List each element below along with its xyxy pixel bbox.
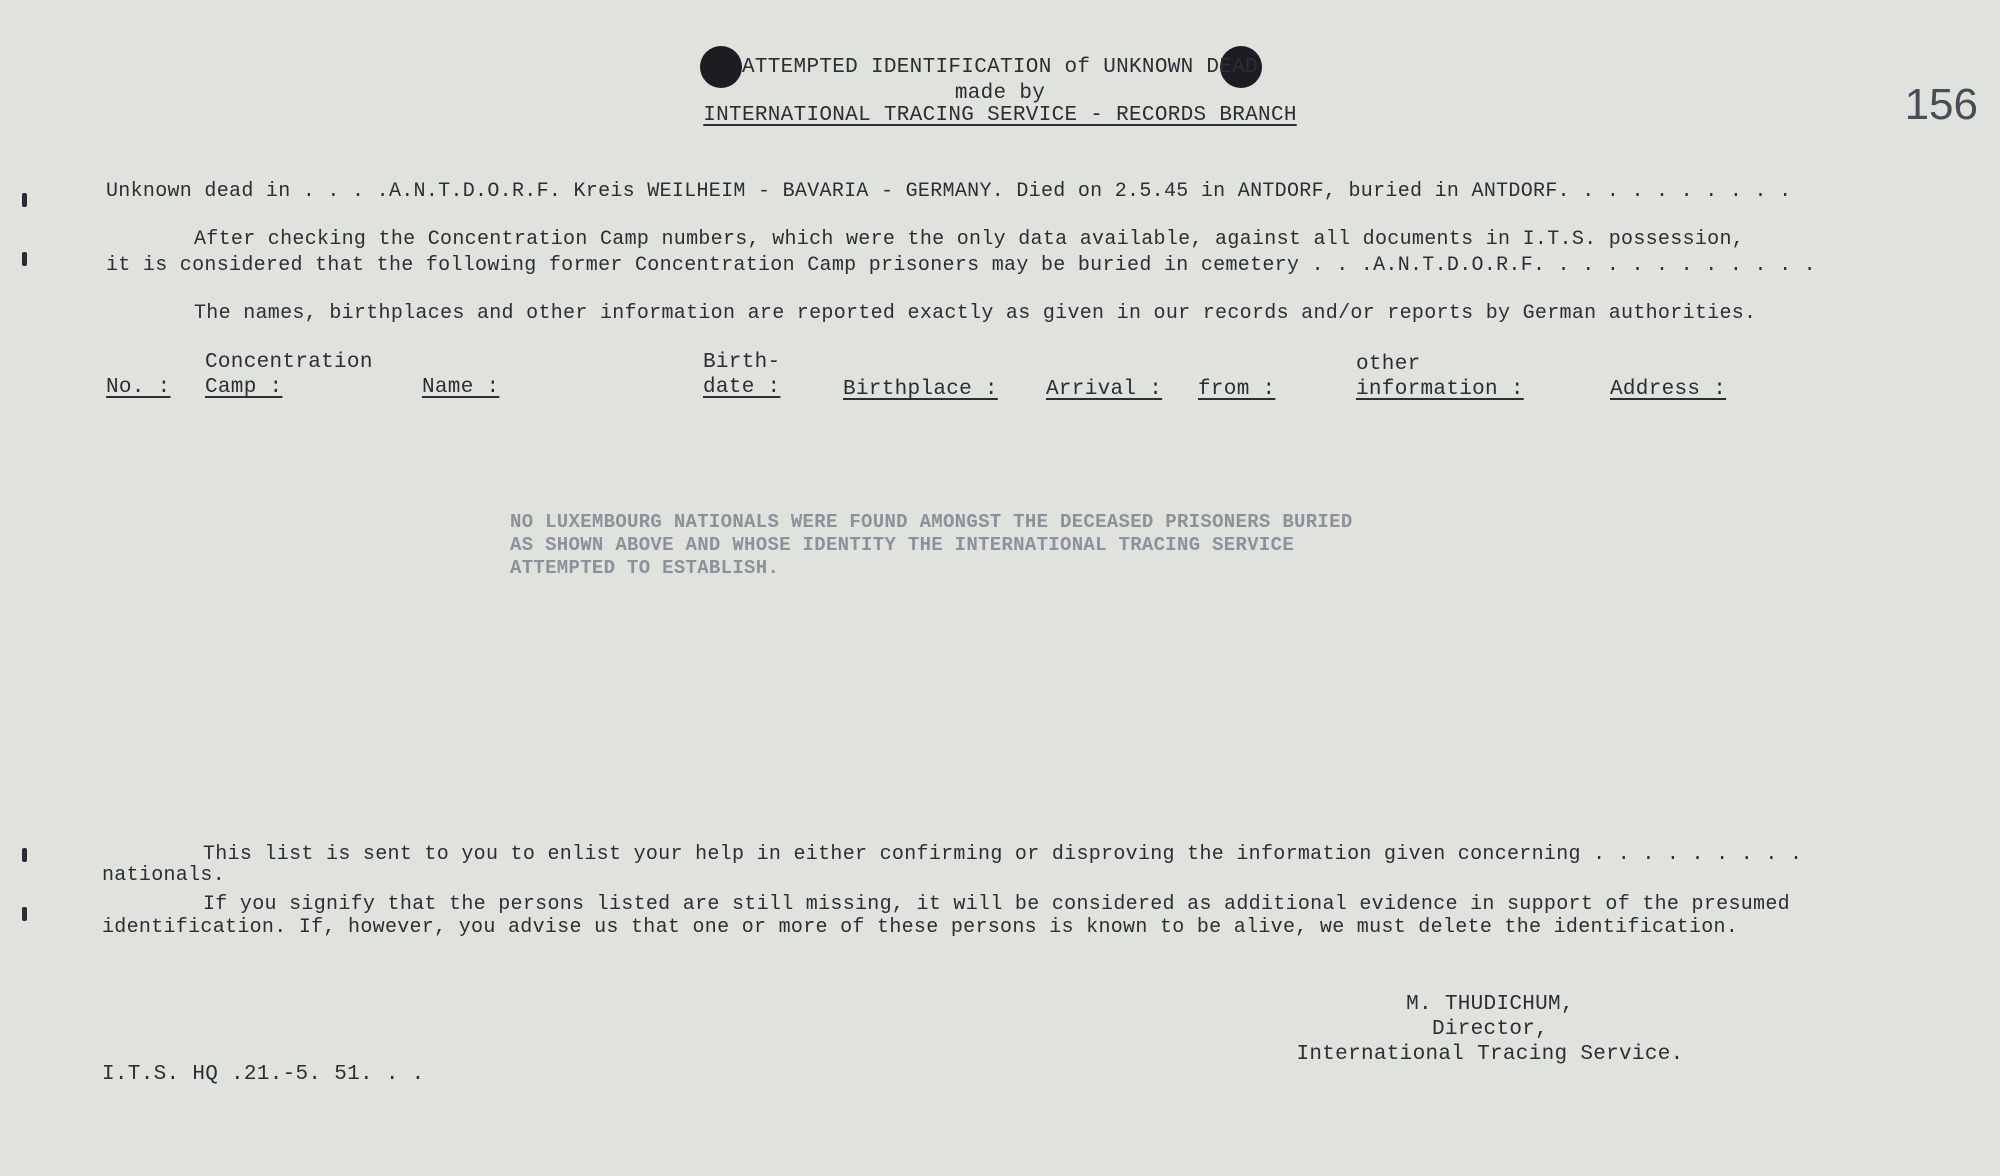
closing-paragraph1-line1: This list is sent to you to enlist your help in either confirming or disproving the information given concerning . . . . . . . . .	[203, 843, 1803, 866]
column-header-camp: Camp :	[205, 376, 283, 399]
column-header-camp-top: Concentration	[205, 351, 373, 374]
margin-mark	[22, 193, 27, 207]
closing-paragraph2-line1: If you signify that the persons listed are still missing, it will be considered as additional evidence in support of the presumed	[203, 893, 1790, 916]
header-organization: INTERNATIONAL TRACING SERVICE - RECORDS BRANCH	[703, 104, 1297, 127]
column-header-other-top: other	[1356, 353, 1421, 376]
column-header-other-information: information :	[1356, 378, 1524, 401]
column-header-birthplace: Birthplace :	[843, 378, 998, 401]
column-header-birth-top: Birth-	[703, 351, 781, 374]
page-number: 156	[1904, 80, 1978, 129]
column-header-name: Name :	[422, 376, 500, 399]
margin-mark	[22, 848, 27, 862]
column-header-arrival: Arrival :	[1046, 378, 1163, 401]
stamp-line2: AS SHOWN ABOVE AND WHOSE IDENTITY THE INTERNATIONAL TRACING SERVICE	[510, 534, 1295, 556]
checking-paragraph-line1: After checking the Concentration Camp numbers, which were the only data available, against all documents in I.T.S. possession,	[194, 228, 1745, 251]
column-header-no: No. :	[106, 376, 171, 399]
header-made-by: made by	[954, 82, 1046, 105]
signature-organization: International Tracing Service.	[1296, 1043, 1684, 1066]
signature-title: Director,	[1431, 1018, 1549, 1041]
column-header-from: from :	[1198, 378, 1276, 401]
stamp-line1: NO LUXEMBOURG NATIONALS WERE FOUND AMONGST THE DECEASED PRISONERS BURIED	[510, 511, 1353, 533]
column-header-birthdate: date :	[703, 376, 781, 399]
checking-paragraph-line2: it is considered that the following former Concentration Camp prisoners may be buried in cemetery . . .A.N.T.D.O.R.F. . . . . . . . . . . .	[106, 254, 1816, 277]
signature-name: M. THUDICHUM,	[1406, 993, 1574, 1016]
column-header-address: Address :	[1610, 378, 1727, 401]
closing-paragraph2-line2: identification. If, however, you advise us that one or more of these persons is known to be alive, we must delete the identification.	[102, 916, 1739, 939]
closing-paragraph1-line2: nationals.	[102, 864, 226, 887]
margin-mark	[22, 907, 27, 921]
records-note: The names, birthplaces and other information are reported exactly as given in our records and/or reports by German authorities.	[194, 302, 1757, 325]
header-title: ATTEMPTED IDENTIFICATION of UNKNOWN DEAD	[741, 56, 1259, 79]
stamp-line3: ATTEMPTED TO ESTABLISH.	[510, 557, 780, 579]
unknown-dead-line: Unknown dead in . . . .A.N.T.D.O.R.F. Kreis WEILHEIM - BAVARIA - GERMANY. Died on 2.5.45 in ANTDORF, buried in ANTDORF. . . . . . . . . .	[106, 180, 1792, 203]
margin-mark	[22, 252, 27, 266]
footer-reference-date: I.T.S. HQ .21.-5. 51. . .	[102, 1063, 425, 1086]
